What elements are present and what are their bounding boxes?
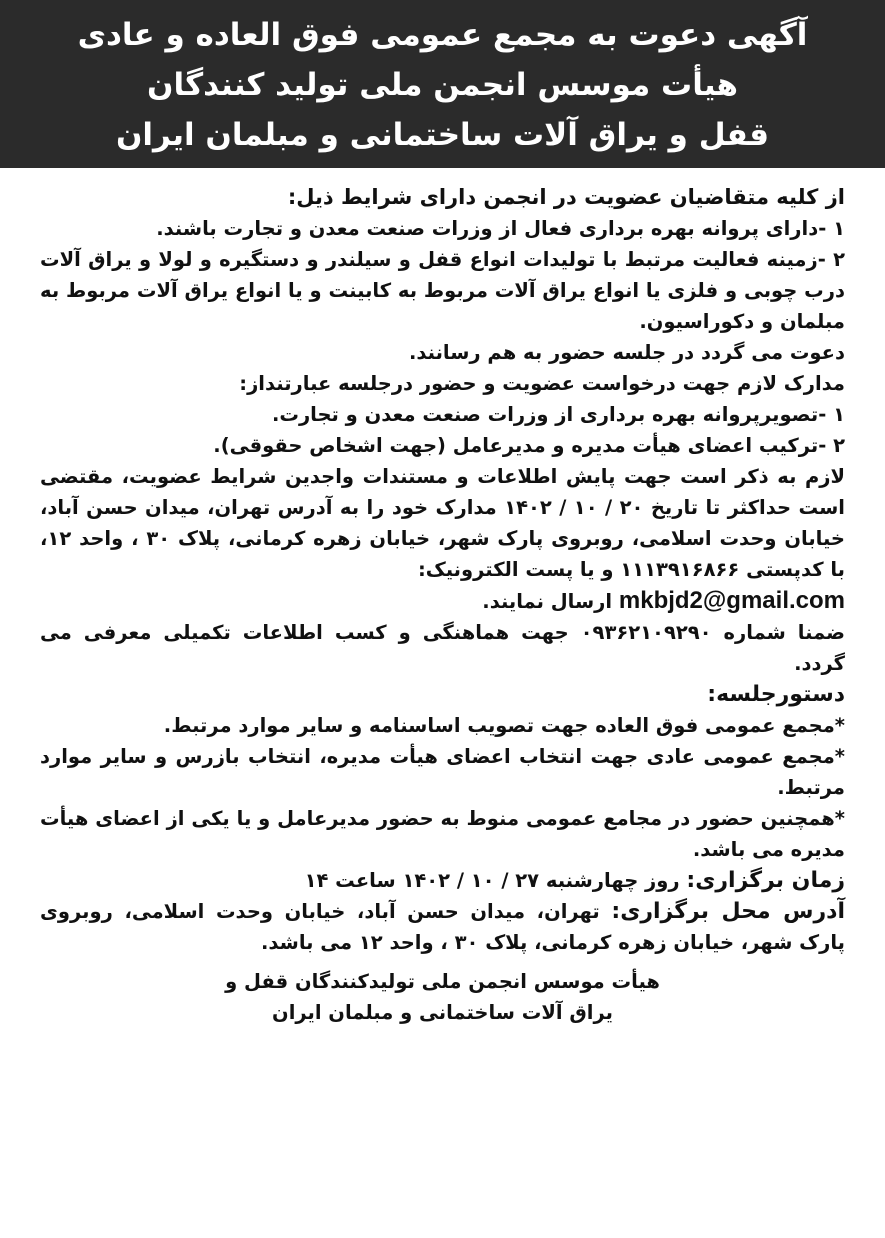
signature-line-1: هیأت موسس انجمن ملی تولیدکنندگان قفل و bbox=[225, 970, 660, 993]
condition-2: ۲ -زمینه فعالیت مرتبط با تولیدات انواع قفل و سیلندر و دستگیره و لولا و یراق آلات درب چوبی و فلزی یا انواع یراق آلات مربوط به کابینت و یا انواع یراق آلات مربوط به مبلمان و دکوراسیون. bbox=[40, 248, 845, 333]
agenda-item-3: *همچنین حضور در مجامع عمومی منوط به حضور مدیرعامل و یا یکی از اعضای هیأت مدیره می باشد. bbox=[40, 807, 845, 861]
contact-text: ضمنا شماره ۰۹۳۶۲۱۰۹۲۹۰ جهت هماهنگی و کسب اطلاعات تکمیلی معرفی می گردد. bbox=[40, 621, 845, 675]
intro-text: از کلیه متقاضیان عضویت در انجمن دارای شرایط ذیل: bbox=[287, 185, 845, 209]
meeting-address-label: آدرس محل برگزاری: bbox=[611, 899, 845, 924]
agenda-item-2: *مجمع عمومی عادی جهت انتخاب اعضای هیأت مدیره، انتخاب بازرس و سایر موارد مرتبط. bbox=[40, 745, 845, 799]
meeting-time-label: زمان برگزاری: bbox=[686, 868, 845, 893]
condition-1: ۱ -دارای پروانه بهره برداری فعال از وزرات صنعت معدن و تجارت باشند. bbox=[156, 217, 845, 240]
agenda-title: دستورجلسه: bbox=[707, 682, 845, 707]
header-title-line-3: قفل و یراق آلات ساختمانی و مبلمان ایران bbox=[115, 117, 770, 153]
document-1: ۱ -تصویرپروانه بهره برداری از وزرات صنعت معدن و تجارت. bbox=[271, 403, 845, 426]
meeting-address-value: تهران، میدان حسن آباد، خیابان وحدت اسلامی، روبروی پارک شهر، خیابان زهره کرمانی، پلاک ۳۰ ، واحد ۱۲ می باشد. bbox=[40, 900, 845, 954]
notice-body: لازم به ذکر است جهت پایش اطلاعات و مستندات واجدین شرایط عضویت، مقتضی است حداکثر تا تاریخ ۲۰ / ۱۰ / ۱۴۰۲ مدارک خود را به آدرس تهران، میدان حسن آباد، خیابان وحدت اسلامی، روبروی پارک شهر، خیابان زهره کرمانی، پلاک ۳۰ ، واحد ۱۲، با کدپستی ۱۱۱۳۹۱۶۸۶۶ و یا پست الکترونیک: bbox=[40, 465, 845, 581]
meeting-address bbox=[40, 896, 845, 958]
header-banner bbox=[0, 0, 885, 168]
send-text: ارسال نمایند. bbox=[482, 590, 613, 613]
header-title-line-1: آگهی دعوت به مجمع عمومی فوق العاده و عادی bbox=[77, 17, 808, 53]
document-2: ۲ -ترکیب اعضای هیأت مدیره و مدیرعامل (جهت اشخاص حقوقی). bbox=[213, 434, 845, 457]
meeting-time-value: روز چهارشنبه ۲۷ / ۱۰ / ۱۴۰۲ ساعت ۱۴ bbox=[304, 869, 680, 892]
signature-block bbox=[40, 966, 845, 1028]
documents-intro: مدارک لازم جهت درخواست عضویت و حضور درجلسه عبارتنداز: bbox=[239, 372, 845, 395]
signature-line-2: یراق آلات ساختمانی و مبلمان ایران bbox=[272, 1001, 613, 1024]
email-address[interactable]: mkbjd2@gmail.com bbox=[618, 587, 845, 614]
header-title-line-2: هیأت موسس انجمن ملی تولید کنندگان bbox=[147, 67, 738, 103]
notice-text bbox=[40, 461, 845, 585]
announcement-body bbox=[0, 168, 885, 1028]
email-line bbox=[40, 585, 845, 617]
agenda-item-1: *مجمع عمومی فوق العاده جهت تصویب اساسنامه و سایر موارد مرتبط. bbox=[163, 714, 845, 737]
meeting-time bbox=[40, 865, 845, 896]
invitation-text: دعوت می گردد در جلسه حضور به هم رسانند. bbox=[408, 341, 845, 364]
